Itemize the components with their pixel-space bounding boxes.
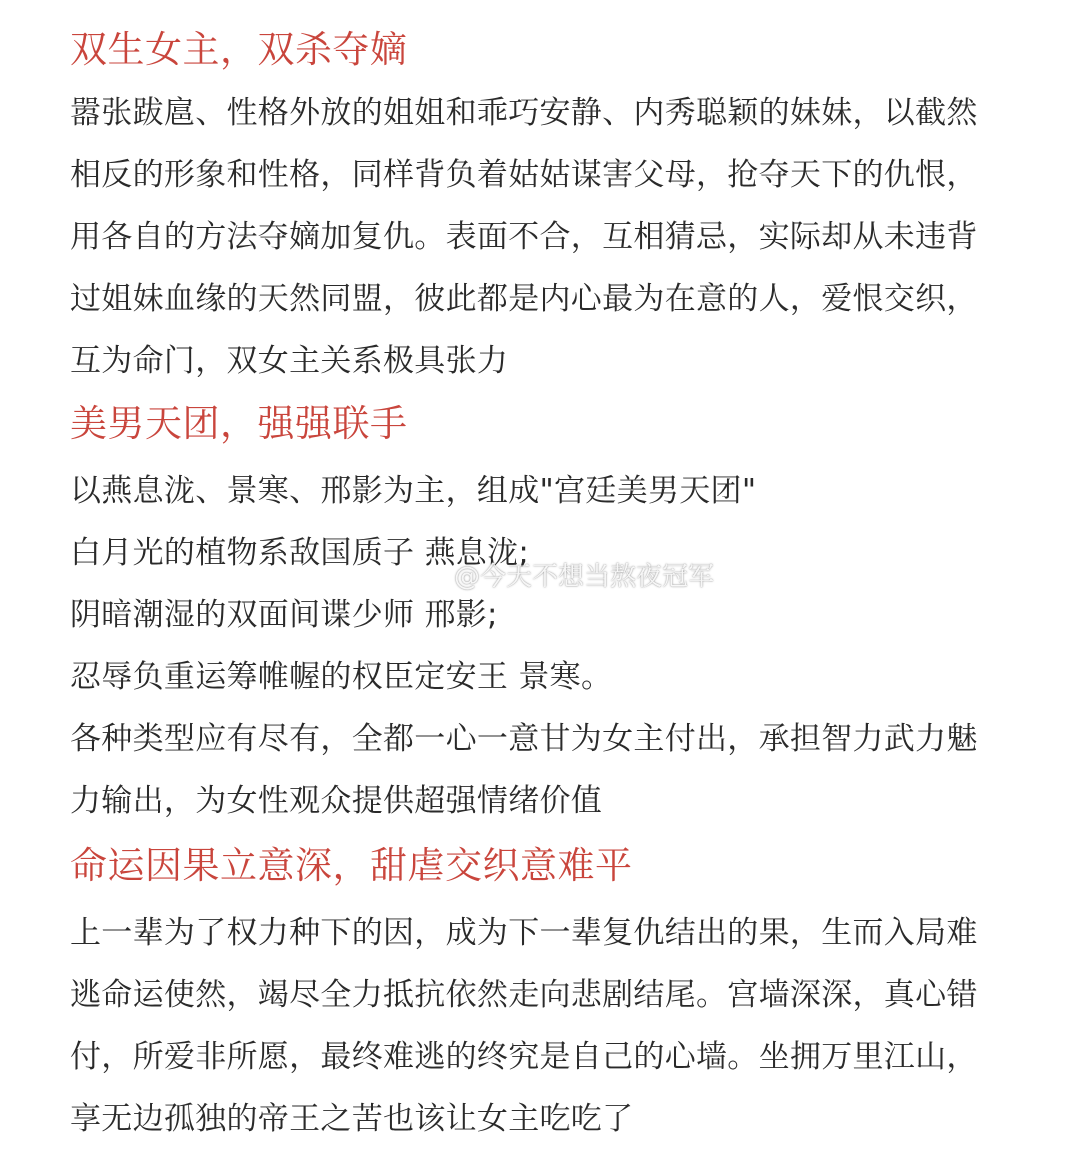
watermark-text: @今天不想当熬夜冠军 [454,562,715,592]
section-paragraph: 各种类型应有尽有，全都一心一意甘为女主付出，承担智力武力魅力输出，为女性观众提供超强情绪价值 [70,721,978,819]
section-paragraph: 嚣张跋扈、性格外放的姐姐和乖巧安静、内秀聪颖的妹妹，以截然相反的形象和性格，同样背负着姑姑谋害父母，抢夺天下的仇恨，用各自的方法夺嫡加复仇。表面不合，互相猜忌，实际却从未违背过姐妹血缘的天然同盟，彼此都是内心最为在意的人，爱恨交织，互为命门，双女主关系极具张力 [70,95,978,379]
section-heading: 双生女主，双杀夺嫡 [70,28,408,71]
weibo-icon [418,564,448,590]
section-fate-causality [70,840,990,1150]
section-male-leads [70,398,990,832]
list-item: 白月光的植物系敌国质子 燕息泷; [70,535,530,571]
section-twin-heroines [70,24,990,392]
list-item: 以燕息泷、景寒、邢影为主，组成"宫廷美男天团" [70,473,757,509]
section-heading: 美男天团，强强联手 [70,402,408,445]
list-item: 阴暗潮湿的双面间谍少师 邢影; [70,597,498,633]
weibo-watermark [418,560,714,594]
section-paragraph: 上一辈为了权力种下的因，成为下一辈复仇结出的果，生而入局难逃命运使然，竭尽全力抵抗依然走向悲剧结尾。宫墙深深，真心错付，所爱非所愿，最终难逃的终究是自己的心墙。坐拥万里江山，享无边孤独的帝王之苦也该让女主吃吃了 [70,915,978,1137]
section-heading: 命运因果立意深，甜虐交织意难平 [70,844,633,887]
list-item: 忍辱负重运筹帷幄的权臣定安王 景寒。 [70,659,613,695]
